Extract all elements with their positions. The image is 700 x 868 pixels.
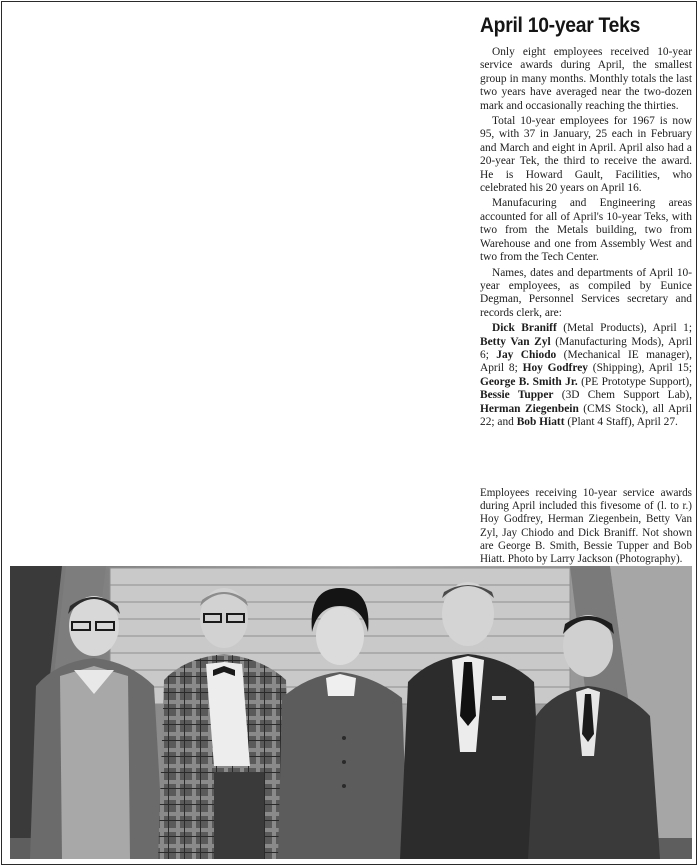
honoree-detail: (Metal Products), April 1; [556, 322, 692, 335]
honoree-name: Hoy Godfrey [522, 362, 588, 375]
article-body [480, 46, 692, 429]
honoree-name: Jay Chiodo [496, 348, 557, 361]
honoree-detail: (Plant 4 Staff), April 27. [564, 415, 678, 428]
photo-caption: Employees receiving 10-year service awards during April included this fivesome of (l. to r.) Hoy Godfrey, Herman Ziegenbein, Betty Van Zyl, Jay Chiodo and Dick Braniff. Not shown are George B. Smith, Bessie Tupper and Bob Hiatt. Photo by Larry Jackson (Photography). [480, 487, 692, 566]
honoree-detail: (Shipping), April 15; [587, 362, 692, 375]
paragraph-3: Manufacuring and Engineering areas accounted for all of April's 10-year Teks, with two from the Metals building, two from Warehouse and one from Assembly West and two from the Tech Center. [480, 197, 692, 264]
honoree-name: Dick Braniff [492, 322, 557, 335]
honoree-name: Bob Hiatt [516, 415, 565, 428]
paragraph-2: Total 10-year employees for 1967 is now 95, with 37 in January, 25 each in February and March and eight in April. April also had a 20-year Tek, the third to receive the award. He is Howard Gault, Facilities, who celebrated his 20 years on April 16. [480, 115, 692, 195]
paragraph-4: Names, dates and departments of April 10-year employees, as compiled by Eunice Degman, Personnel Services secretary and records clerk, are: [480, 266, 692, 319]
honoree-detail: (Manufacturing Mods), April 6; [480, 335, 693, 361]
honoree-name: Betty Van Zyl [480, 335, 551, 348]
article-column [470, 8, 692, 431]
honoree-list [480, 322, 692, 429]
honoree-detail: (CMS Stock), all April 22; and [480, 402, 692, 428]
honoree-name: Herman Ziegenbein [480, 402, 579, 415]
honoree-detail: (PE Prototype Support), [577, 375, 692, 388]
honoree-detail: (Mechanical IE manager), April 8; [480, 348, 692, 375]
honoree-name: Bessie Tupper [480, 389, 554, 402]
paragraph-1: Only eight employees received 10-year service awards during April, the smallest group in many months. Monthly totals the last two years have averaged near the two-dozen mark and occasionally reaching the thirties. [480, 46, 692, 112]
honoree-detail: (3D Chem Support Lab), [553, 389, 692, 402]
honoree-name: George B. Smith Jr. [480, 375, 578, 388]
group-photo [10, 566, 692, 859]
article-headline: April 10-year Teks [480, 14, 641, 37]
